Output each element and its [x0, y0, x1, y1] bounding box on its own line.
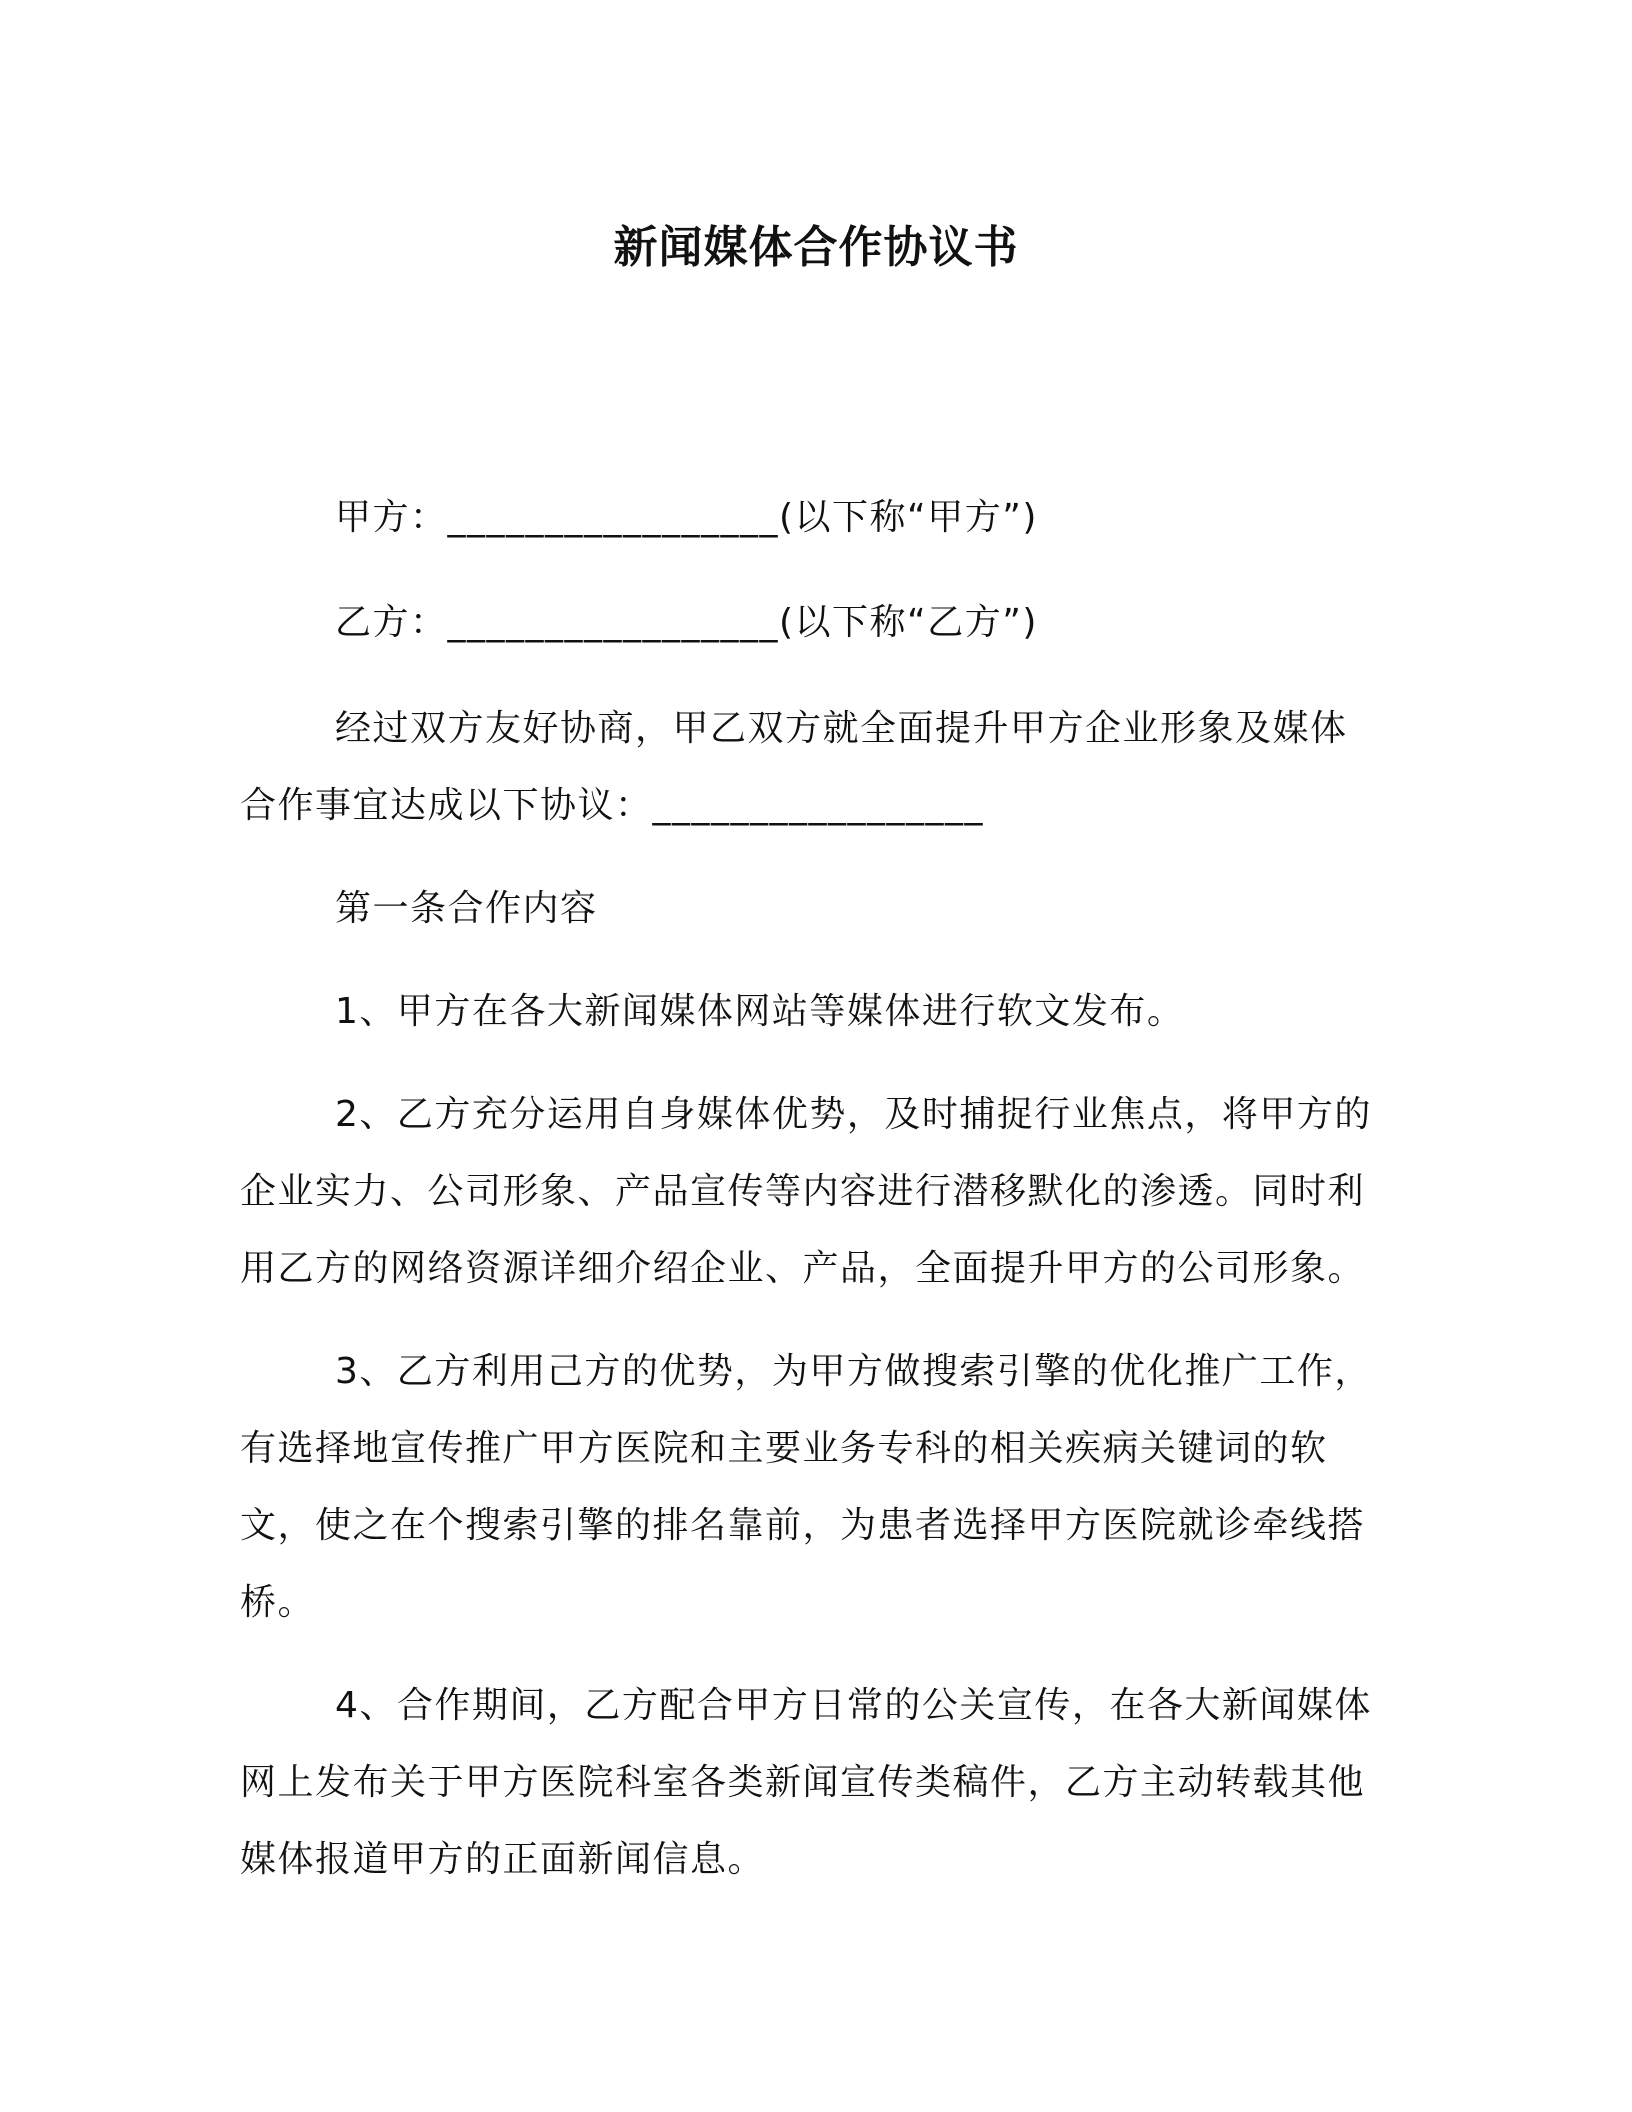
- document-title: 新闻媒体合作协议书: [613, 222, 1019, 273]
- party-b-line: 乙方：_________________(以下称“乙方”): [335, 602, 1038, 643]
- clause-1: 1、甲方在各大新闻媒体网站等媒体进行软文发布。: [335, 991, 1185, 1032]
- clause-3: 3、乙方利用己方的优势，为甲方做搜索引擎的优化推广工作，有选择地宣传推广甲方医院和主要业务专科的相关疾病关键词的软文，使之在个搜索引擎的排名靠前，为患者选择甲方医院就诊牵线搭桥。: [240, 1351, 1372, 1623]
- clause-4: 4、合作期间，乙方配合甲方日常的公关宣传，在各大新闻媒体网上发布关于甲方医院科室各类新闻宣传类稿件，乙方主动转载其他媒体报道甲方的正面新闻信息。: [240, 1685, 1372, 1880]
- section-heading: 第一条合作内容: [335, 888, 598, 929]
- party-a-line: 甲方：_________________(以下称“甲方”): [335, 497, 1038, 538]
- intro-paragraph: 经过双方友好协商，甲乙双方就全面提升甲方企业形象及媒体合作事宜达成以下协议：_________________: [240, 708, 1348, 826]
- clause-2: 2、乙方充分运用自身媒体优势，及时捕捉行业焦点，将甲方的企业实力、公司形象、产品宣传等内容进行潜移默化的渗透。同时利用乙方的网络资源详细介绍企业、产品，全面提升甲方的公司形象。: [240, 1094, 1372, 1289]
- agreement-body: [240, 690, 1380, 1898]
